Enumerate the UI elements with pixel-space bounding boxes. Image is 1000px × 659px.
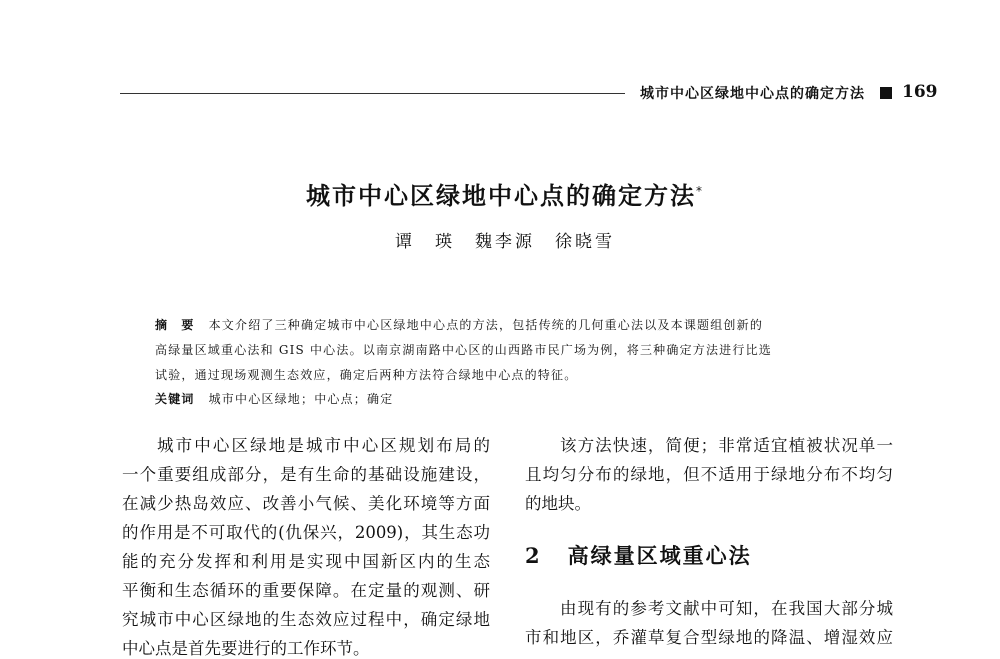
abstract-text: 本文介绍了三种确定城市中心区绿地中心点的方法，包括传统的几何重心法以及本课题组创新的 [208,318,764,332]
authors: 谭 瑛 魏李源 徐晓雪 [395,232,615,252]
body-line: 且均匀分布的绿地，但不适用于绿地分布不均匀 [525,465,893,484]
section-title: 高绿量区域重心法 [567,544,752,568]
section-number: 2 [525,543,542,568]
keywords-text: 城市中心区绿地；中心点；确定 [208,392,394,406]
title-text: 城市中心区绿地中心点的确定方法 [306,182,696,210]
page-number: 169 [902,82,938,102]
body-line: 城市中心区绿地是城市中心区规划布局的 [157,436,490,455]
body-line: 该方法快速，简便；非常适宜植被状况单一 [560,436,893,455]
abstract-line: 试验，通过现场观测生态效应，确定后两种方法符合绿地中心点的特征。 [155,368,578,382]
keywords-label: 关键词 [155,392,195,406]
body-line: 究城市中心区绿地的生态效应过程中，确定绿地 [122,610,490,629]
body-line: 在减少热岛效应、改善小气候、美化环境等方面 [122,494,490,513]
running-title: 城市中心区绿地中心点的确定方法 [640,86,865,102]
article-title [0,176,1000,211]
body-line: 的地块。 [525,494,591,513]
body-line: 市和地区，乔灌草复合型绿地的降温、增湿效应 [525,628,893,647]
body-line: 一个重要组成部分，是有生命的基础设施建设， [122,465,490,484]
keywords-line [155,390,855,407]
abstract-line [155,316,855,333]
body-line: 能的充分发挥和利用是实现中国新区内的生态 [122,552,490,571]
body-line: 由现有的参考文献中可知，在我国大部分城 [560,599,893,618]
section-heading [525,540,752,570]
body-line: 中心点是首先要进行的工作环节。 [122,639,370,658]
abstract-label: 摘 要 [155,318,195,332]
header-rule [120,93,625,94]
header-square-mark [880,87,892,99]
body-line: 的作用是不可取代的(仇保兴，2009)，其生态功 [122,523,490,542]
title-footnote-mark: * [696,184,704,198]
abstract-line: 高绿量区域重心法和 GIS 中心法。以南京湖南路中心区的山西路市民广场为例，将三种确定方法进行比选 [155,343,772,357]
body-line: 平衡和生态循环的重要保障。在定量的观测、研 [122,581,490,600]
